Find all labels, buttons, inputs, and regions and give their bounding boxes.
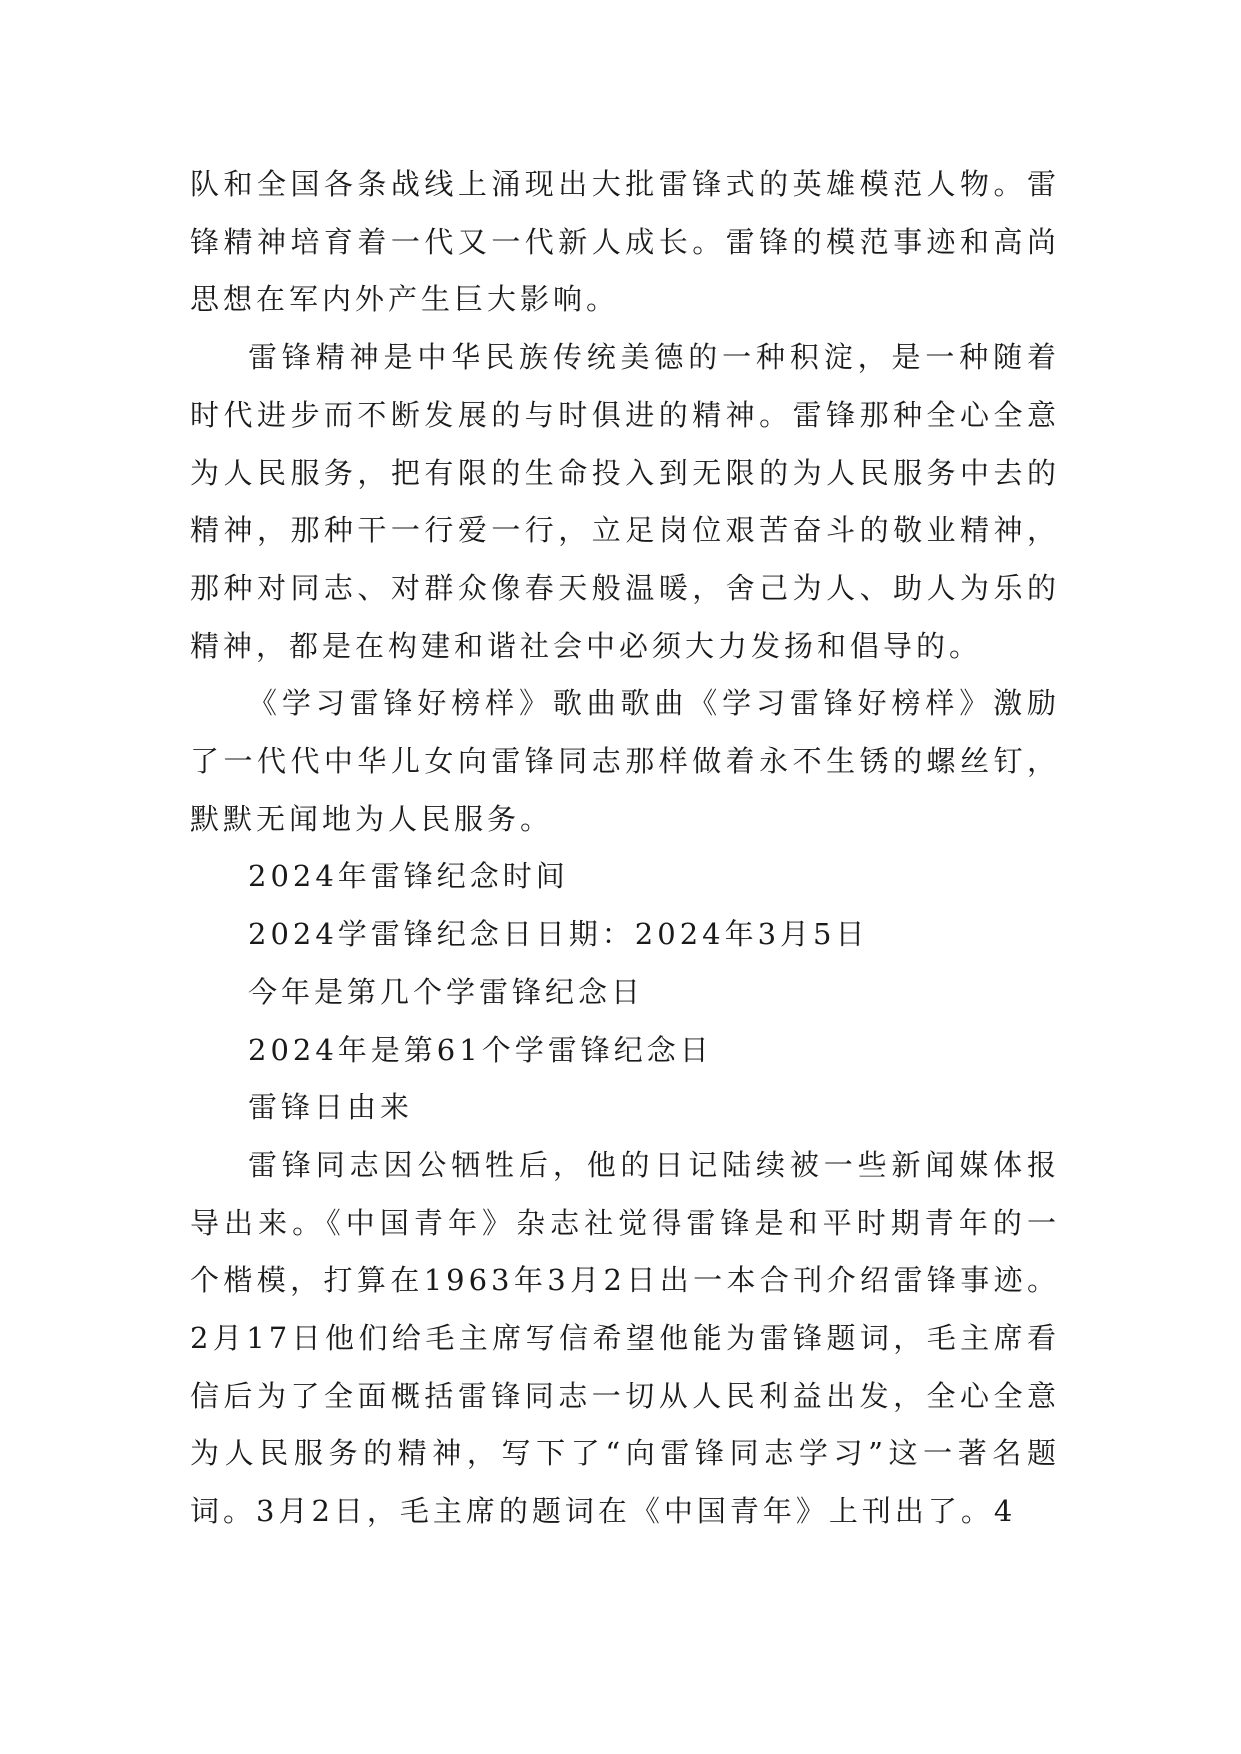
paragraph-origin: 雷锋同志因公牺牲后，他的日记陆续被一些新闻媒体报导出来。《中国青年》杂志社觉得雷锋是和平时期青年的一个楷模，打算在1963年3月2日出一本合刊介绍雷锋事迹。2月17日他们给毛主席写信希望他能为雷锋题词，毛主席看信后为了全面概括雷锋同志一切从人民利益出发，全心全意为人民服务的精神，写下了“向雷锋同志学习”这一著名题词。3月2日，毛主席的题词在《中国青年》上刊出了。4 bbox=[190, 1147, 1060, 1529]
document-body bbox=[190, 156, 1060, 1541]
commemoration-date: 2024学雷锋纪念日日期：2024年3月5日 bbox=[248, 917, 869, 952]
paragraph-continuation: 队和全国各条战线上涌现出大批雷锋式的英雄模范人物。雷锋精神培育着一代又一代新人成长。雷锋的模范事迹和高尚思想在军内外产生巨大影响。 bbox=[190, 167, 1060, 317]
heading-origin: 雷锋日由来 bbox=[248, 1090, 414, 1125]
answer-anniversary-number: 2024年是第61个学雷锋纪念日 bbox=[248, 1032, 713, 1067]
paragraph-leifeng-spirit: 雷锋精神是中华民族传统美德的一种积淀，是一种随着时代进步而不断发展的与时俱进的精神。雷锋那种全心全意为人民服务，把有限的生命投入到无限的为人民服务中去的精神，那种干一行爱一行，立足岗位艰苦奋斗的敬业精神，那种对同志、对群众像春天般温暖，舍己为人、助人为乐的精神，都是在构建和谐社会中必须大力发扬和倡导的。 bbox=[190, 340, 1060, 663]
paragraph-song: 《学习雷锋好榜样》歌曲歌曲《学习雷锋好榜样》激励了一代代中华儿女向雷锋同志那样做着永不生锈的螺丝钉，默默无闻地为人民服务。 bbox=[190, 686, 1060, 836]
question-which-anniversary: 今年是第几个学雷锋纪念日 bbox=[248, 974, 645, 1009]
heading-commemoration-time: 2024年雷锋纪念时间 bbox=[248, 859, 569, 894]
